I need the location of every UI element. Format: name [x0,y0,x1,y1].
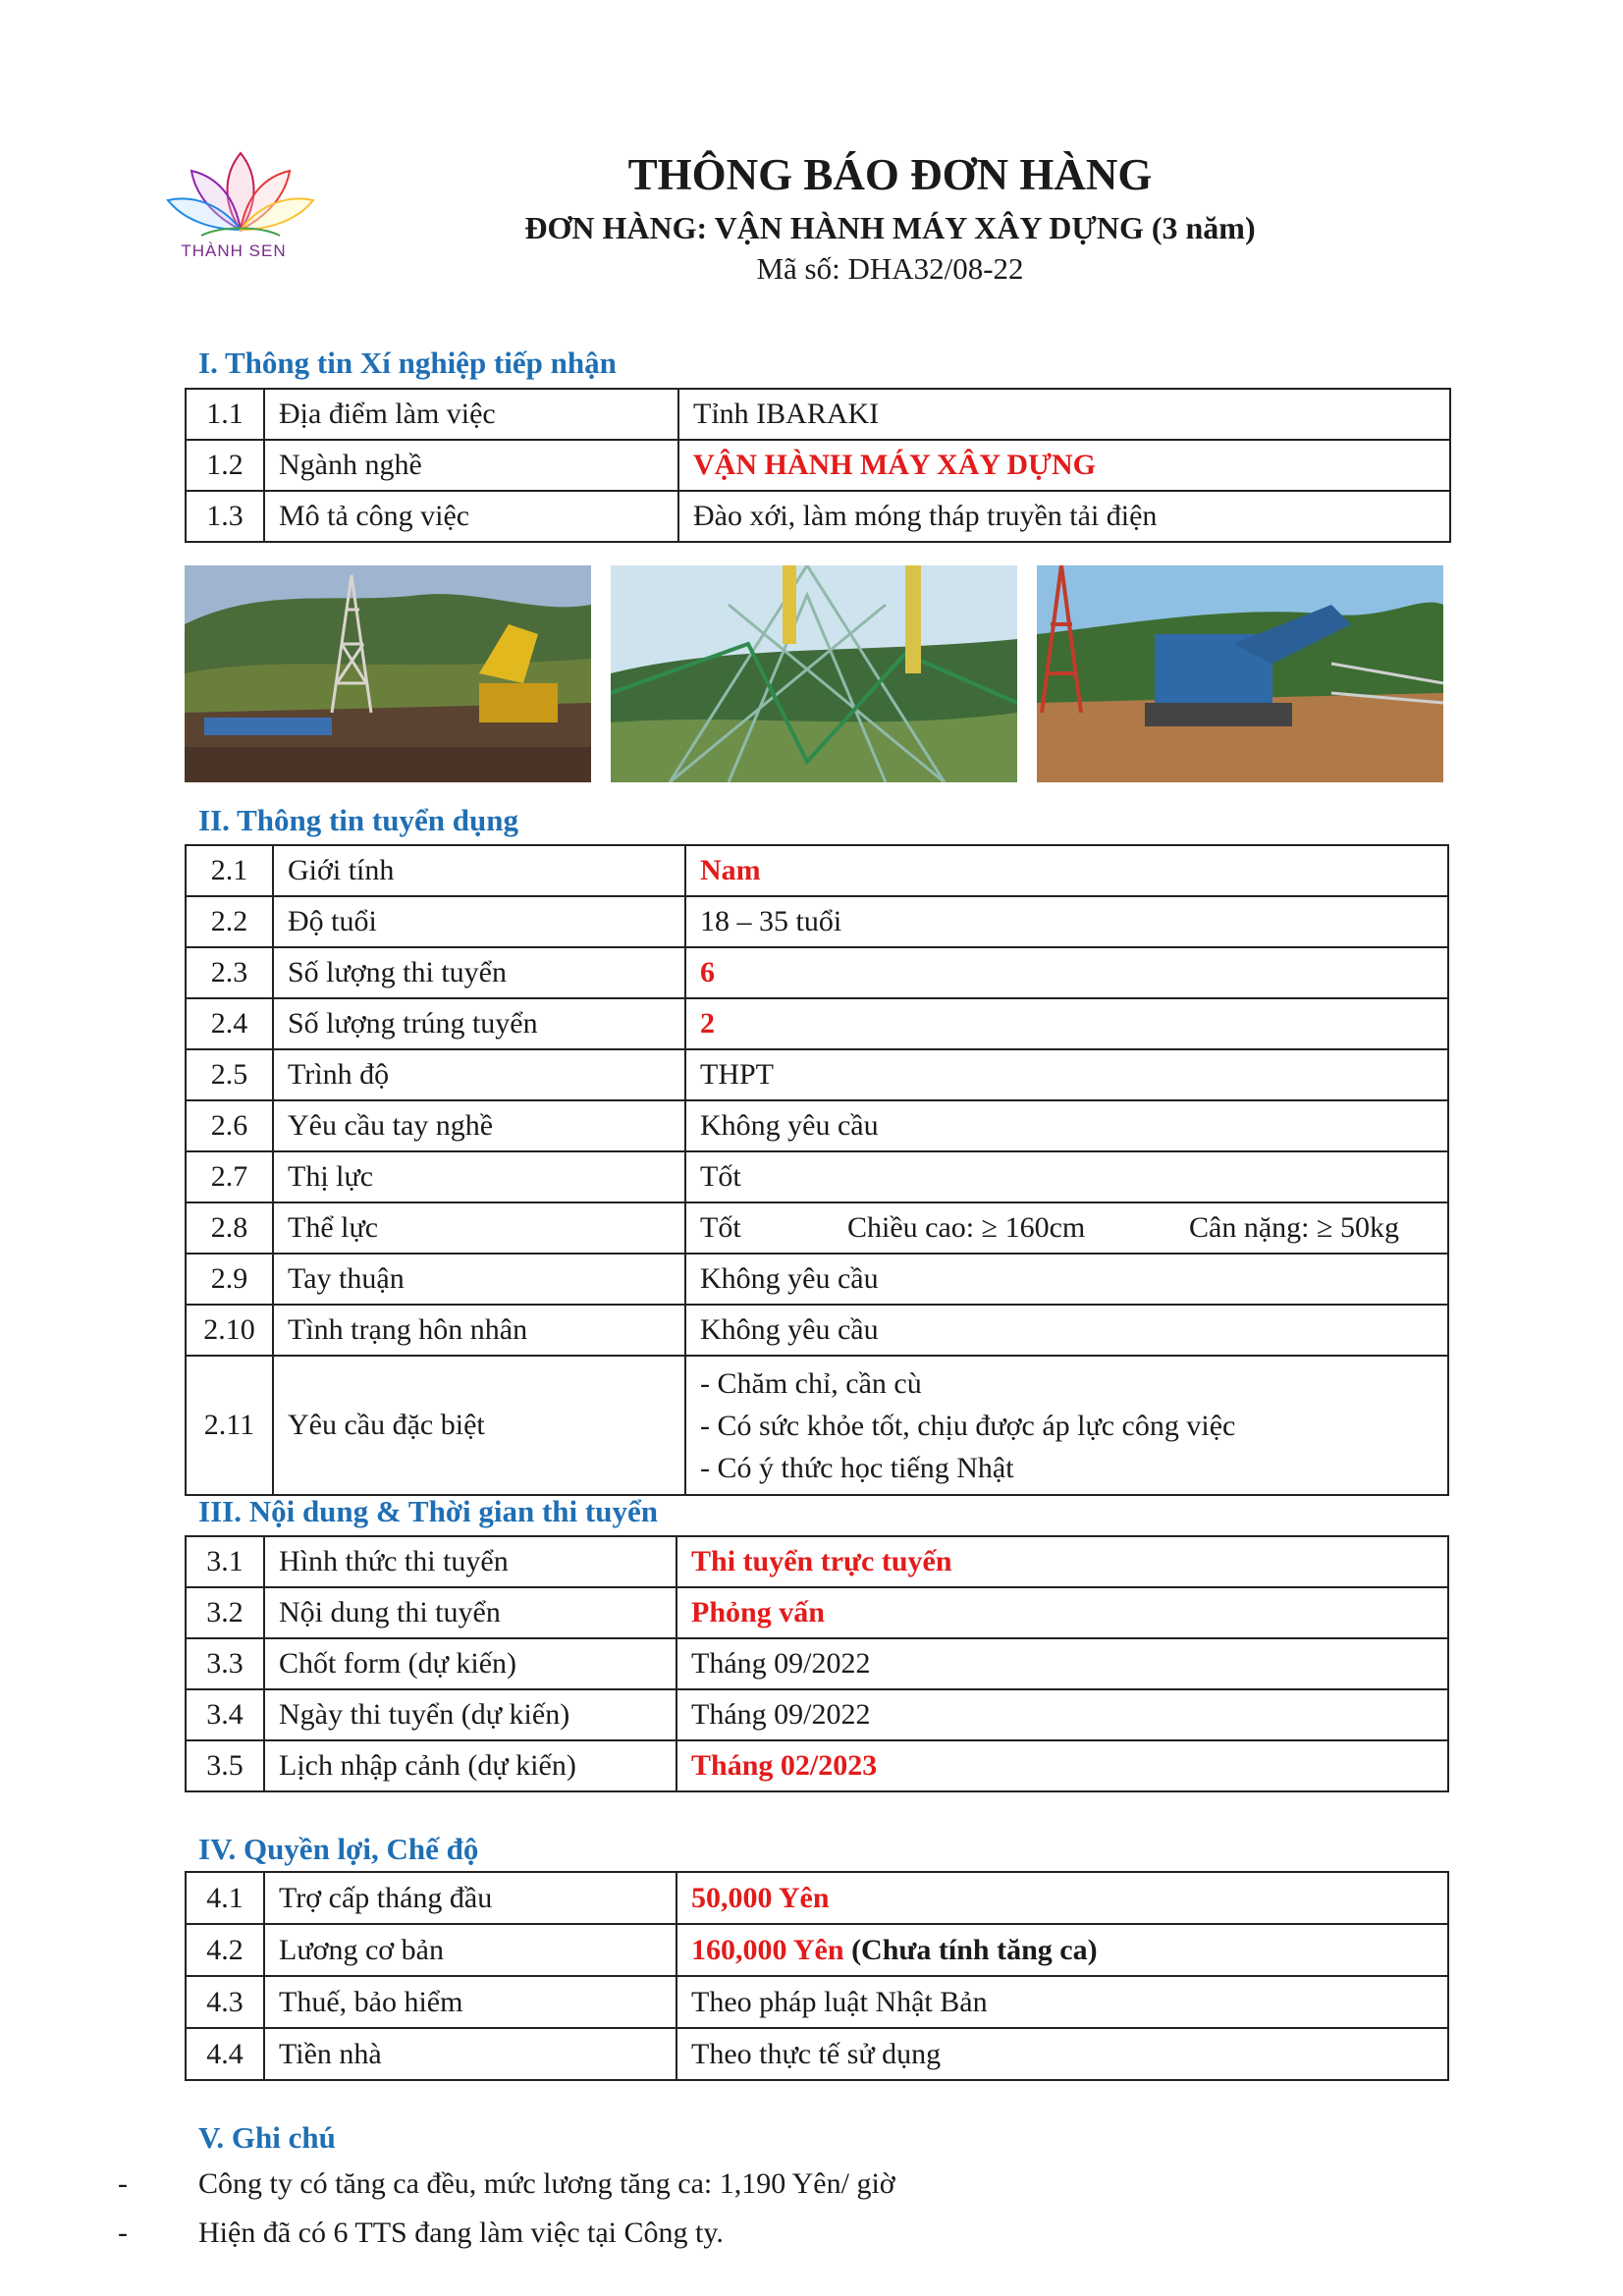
table-row [186,2028,1448,2080]
row-number: 2.1 [186,845,273,896]
document-title: THÔNG BÁO ĐƠN HÀNG [627,150,1153,199]
row-number: 1.2 [186,440,264,491]
salary-note: (Chưa tính tăng ca) [843,1933,1098,1966]
table-row [186,1202,1448,1254]
row-value: 2 [685,998,1448,1049]
row-number: 4.2 [186,1924,264,1976]
notes-list [118,2160,895,2258]
row-number: 1.1 [186,389,264,440]
row-number: 3.4 [186,1689,264,1740]
row-value: Không yêu cầu [685,1100,1448,1151]
table-row [186,896,1448,947]
special-requirements [685,1356,1448,1495]
row-label: Lương cơ bản [264,1924,676,1976]
table-row [186,1638,1448,1689]
row-number: 2.3 [186,947,273,998]
row-number: 2.7 [186,1151,273,1202]
row-value: Tháng 09/2022 [676,1638,1448,1689]
list-item [118,2160,895,2209]
bullet-dash: - [118,2216,128,2249]
row-number: 2.2 [186,896,273,947]
work-photo-2 [611,565,1017,782]
section-1-heading: I. Thông tin Xí nghiệp tiếp nhận [198,346,617,380]
row-number: 4.1 [186,1872,264,1924]
row-label: Số lượng trúng tuyển [273,998,685,1049]
physical-value: Tốt [700,1211,741,1244]
row-label: Hình thức thi tuyển [264,1536,676,1587]
row-value: Tháng 09/2022 [676,1689,1448,1740]
section-1-table [185,388,1451,543]
table-row [186,1587,1448,1638]
row-label: Ngày thi tuyển (dự kiến) [264,1689,676,1740]
section-2-heading: II. Thông tin tuyển dụng [198,803,518,837]
table-row [186,1976,1448,2028]
table-row [186,1740,1448,1791]
row-value: THPT [685,1049,1448,1100]
logo-text: THÀNH SEN [181,241,287,260]
row-number: 3.3 [186,1638,264,1689]
section-4-table [185,1871,1449,2081]
row-label: Tiền nhà [264,2028,676,2080]
row-value: 18 – 35 tuổi [685,896,1448,947]
row-value: Phỏng vấn [676,1587,1448,1638]
row-number: 3.5 [186,1740,264,1791]
row-label: Ngành nghề [264,440,678,491]
row-number: 2.8 [186,1202,273,1254]
requirement-line: - Chăm chỉ, cần cù [700,1366,922,1400]
row-label: Thể lực [273,1202,685,1254]
row-value: 50,000 Yên [676,1872,1448,1924]
row-number: 2.10 [186,1305,273,1356]
row-number: 4.4 [186,2028,264,2080]
row-number: 2.4 [186,998,273,1049]
row-label: Số lượng thi tuyển [273,947,685,998]
table-row [186,1689,1448,1740]
table-row [186,947,1448,998]
row-value: Tốt [685,1151,1448,1202]
row-value: Nam [685,845,1448,896]
row-label: Giới tính [273,845,685,896]
row-label: Mô tả công việc [264,491,678,542]
section-2-table [185,844,1449,1496]
table-row [186,491,1450,542]
row-number: 2.6 [186,1100,273,1151]
row-value: 6 [685,947,1448,998]
row-label: Nội dung thi tuyển [264,1587,676,1638]
list-item [118,2209,895,2258]
row-number: 2.9 [186,1254,273,1305]
row-value: Đào xới, làm móng tháp truyền tải điện [678,491,1450,542]
row-label: Trình độ [273,1049,685,1100]
work-photo-1 [185,565,591,782]
table-row [186,1356,1448,1495]
table-row [186,1254,1448,1305]
row-value: Theo thực tế sử dụng [676,2028,1448,2080]
row-label: Địa điểm làm việc [264,389,678,440]
table-row [186,1151,1448,1202]
row-label: Lịch nhập cảnh (dự kiến) [264,1740,676,1791]
note-text: Hiện đã có 6 TTS đang làm việc tại Công ty. [198,2216,724,2249]
row-label: Tình trạng hôn nhân [273,1305,685,1356]
section-3-table [185,1535,1449,1792]
table-row [186,845,1448,896]
row-label: Tay thuận [273,1254,685,1305]
requirement-line: - Có sức khỏe tốt, chịu được áp lực công việc [700,1409,1236,1442]
row-value: Theo pháp luật Nhật Bản [676,1976,1448,2028]
row-value: Không yêu cầu [685,1254,1448,1305]
work-photo-3 [1037,565,1443,782]
row-number: 1.3 [186,491,264,542]
row-number: 2.5 [186,1049,273,1100]
note-text: Công ty có tăng ca đều, mức lương tăng ca: 1,190 Yên/ giờ [198,2167,895,2200]
table-row [186,998,1448,1049]
requirement-line: - Có ý thức học tiếng Nhật [700,1451,1014,1484]
document-subtitle: ĐƠN HÀNG: VẬN HÀNH MÁY XÂY DỰNG (3 năm) [524,210,1256,245]
height-requirement: Chiều cao: ≥ 160cm [847,1211,1086,1244]
row-value: Tháng 02/2023 [676,1740,1448,1791]
row-value: VẬN HÀNH MÁY XÂY DỰNG [678,440,1450,491]
weight-requirement: Cân nặng: ≥ 50kg [1189,1211,1399,1244]
row-value: Thi tuyển trực tuyến [676,1536,1448,1587]
document-code: Mã số: DHA32/08-22 [756,251,1024,286]
bullet-dash: - [118,2167,128,2200]
row-number: 2.11 [186,1356,273,1495]
table-row [186,1100,1448,1151]
table-row [186,1049,1448,1100]
row-label: Trợ cấp tháng đầu [264,1872,676,1924]
table-row [186,389,1450,440]
row-label: Yêu cầu tay nghề [273,1100,685,1151]
row-label: Chốt form (dự kiến) [264,1638,676,1689]
row-value: Tỉnh IBARAKI [678,389,1450,440]
row-number: 4.3 [186,1976,264,2028]
section-3-heading: III. Nội dung & Thời gian thi tuyển [198,1494,658,1528]
table-row [186,1305,1448,1356]
row-label: Thuế, bảo hiểm [264,1976,676,2028]
row-number: 3.2 [186,1587,264,1638]
row-value-salary [676,1924,1448,1976]
section-5-heading: V. Ghi chú [198,2120,336,2155]
salary-amount: 160,000 Yên [691,1933,844,1966]
row-value-physical [685,1202,1448,1254]
table-row [186,1536,1448,1587]
table-row [186,1872,1448,1924]
row-label: Yêu cầu đặc biệt [273,1356,685,1495]
table-row [186,440,1450,491]
section-4-heading: IV. Quyền lợi, Chế độ [198,1832,479,1866]
table-row [186,1924,1448,1976]
row-label: Thị lực [273,1151,685,1202]
row-number: 3.1 [186,1536,264,1587]
row-label: Độ tuổi [273,896,685,947]
row-value: Không yêu cầu [685,1305,1448,1356]
